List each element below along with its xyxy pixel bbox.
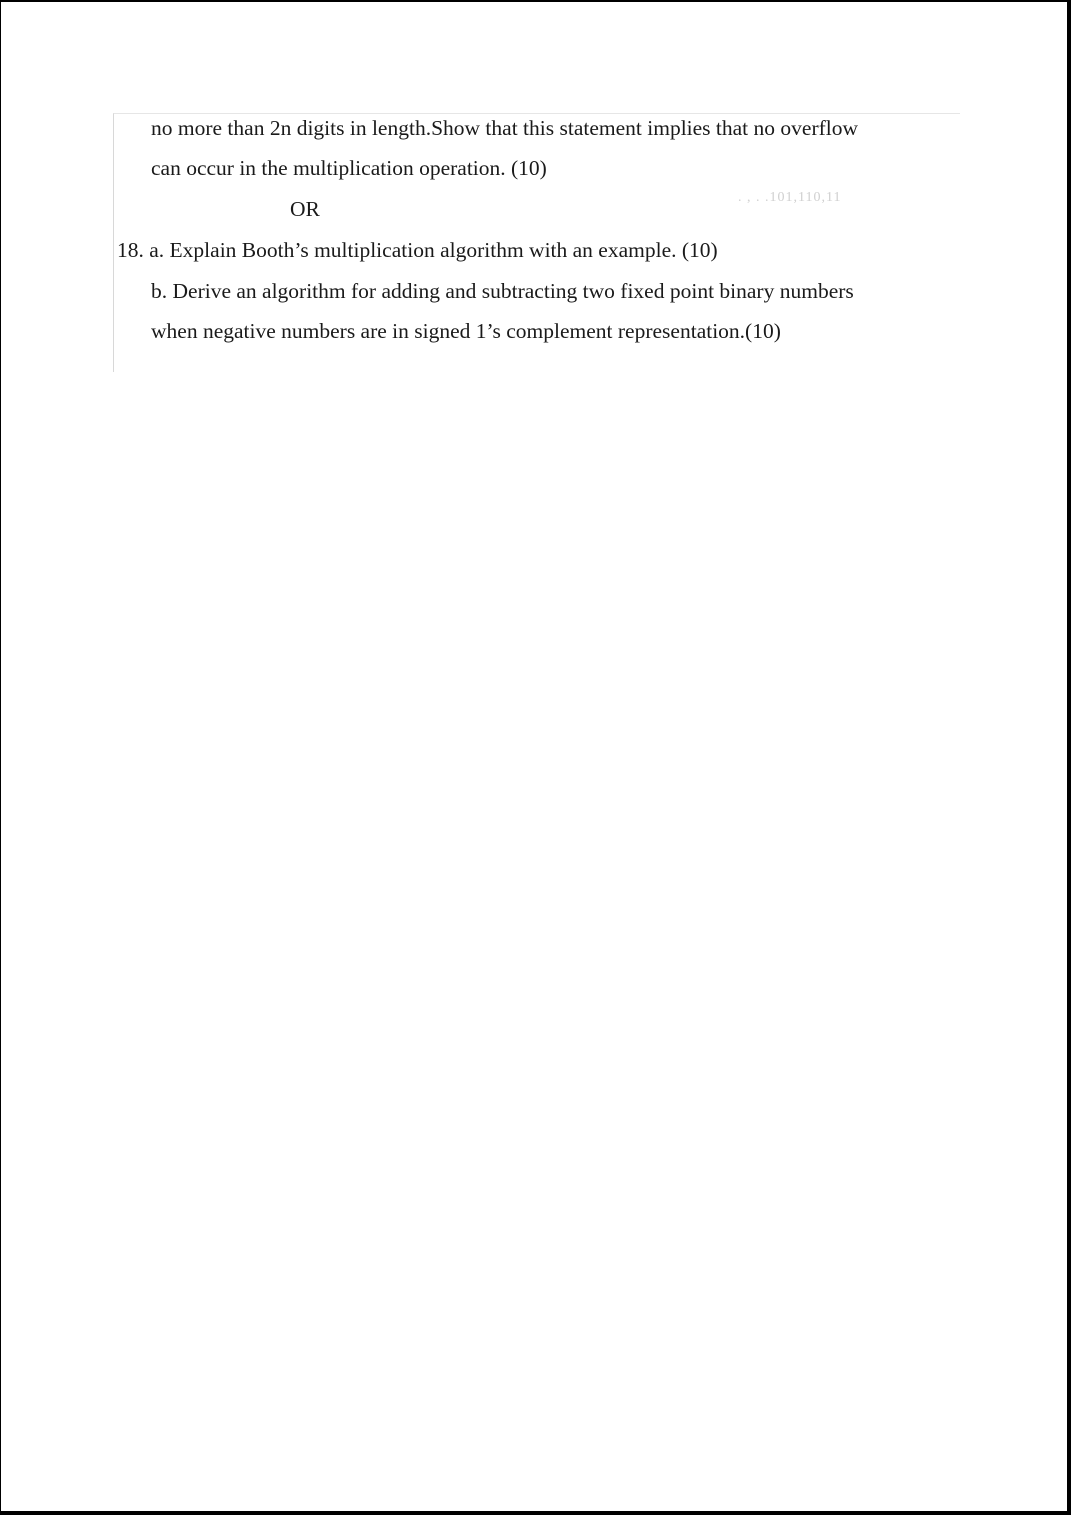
question-18-part-b-line-2: when negative numbers are in signed 1’s complement representation.(10) <box>151 319 781 343</box>
faint-scan-mark: . , . .101,110,11 <box>738 190 842 205</box>
q17-continuation-line-2: can occur in the multiplication operation. (10) <box>151 156 547 180</box>
or-separator: OR <box>290 197 320 221</box>
question-18-part-b-line-1: b. Derive an algorithm for adding and subtracting two fixed point binary numbers <box>151 279 854 303</box>
question-18-part-a: 18. a. Explain Booth’s multiplication algorithm with an example. (10) <box>117 238 718 262</box>
q17-continuation-line-1: no more than 2n digits in length.Show that this statement implies that no overflow <box>151 116 859 140</box>
